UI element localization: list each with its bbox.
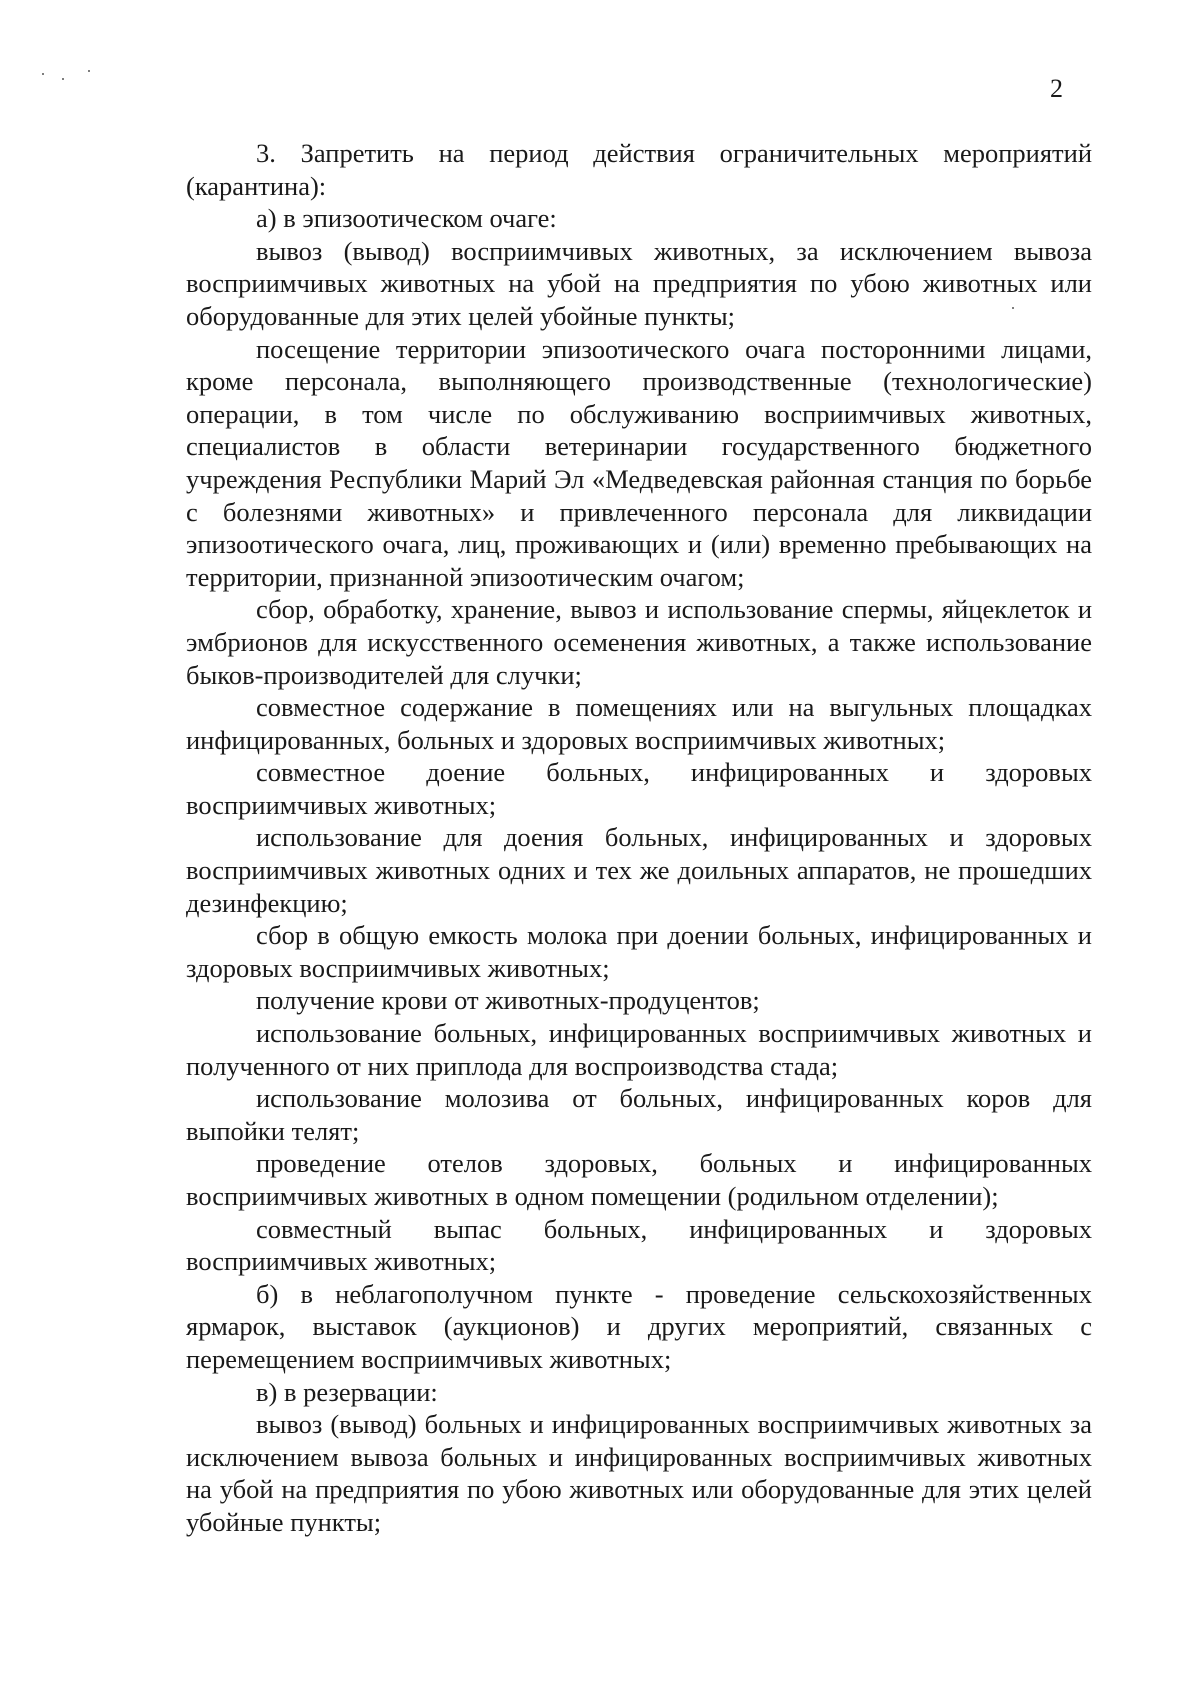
page-number: 2 [1050,74,1063,103]
paragraph-milking-apparatus: использование для доения больных, инфицированных и здоровых восприимчивых животных одних и тех же доильных аппаратов, не прошедших дезинфекцию; [186,822,1092,918]
paragraph-milk-collection: сбор в общую емкость молока при доении больных, инфицированных и здоровых восприимчивых животных; [186,920,1092,983]
document-body [186,137,1092,1539]
scan-artifact [42,73,44,75]
paragraph-visiting-territory: посещение территории эпизоотического очага посторонними лицами, кроме персонала, выполняющего производственные (технологические) операции, в том числе по обслуживанию восприимчивых животных, специалистов в области ветеринарии государственного бюджетного учреждения Республики Марий Эл «Медведевская районная станция по борьбе с болезнями животных» и привлеченного персонала для ликвидации эпизоотического очага, лиц, проживающих и (или) временно пребывающих на территории, признанной эпизоотическим очагом; [186,333,1092,592]
paragraph-subitem-v: в) в резервации: [256,1376,438,1407]
paragraph-joint-keeping: совместное содержание в помещениях или на выгульных площадках инфицированных, больных и здоровых восприимчивых животных; [186,692,1092,755]
paragraph-calving: проведение отелов здоровых, больных и инфицированных восприимчивых животных в одном помещении (родильном отделении); [186,1148,1092,1211]
paragraph-joint-grazing: совместный выпас больных, инфицированных и здоровых восприимчивых животных; [186,1213,1092,1277]
paragraph-reservation-export: вывоз (вывод) больных и инфицированных восприимчивых животных за исключением вывоза больных и инфицированных восприимчивых животных на убой на предприятия по убою животных или оборудованные для этих целей убойные пункты; [186,1409,1092,1537]
paragraph-item-3-heading: 3. Запретить на период действия ограничительных мероприятий (карантина): [186,138,1092,201]
paragraph-blood-collection: получение крови от животных-продуцентов; [256,985,760,1016]
scan-artifact [62,78,64,80]
paragraph-subitem-b: б) в неблагополучном пункте - проведение сельскохозяйственных ярмарок, выставок (аукционов) и других мероприятий, связанных с перемещением восприимчивых животных; [186,1278,1092,1374]
scan-artifact [88,70,90,72]
paragraph-joint-milking: совместное доение больных, инфицированных и здоровых восприимчивых животных; [186,757,1092,820]
paragraph-export-animals: вывоз (вывод) восприимчивых животных, за исключением вывоза восприимчивых животных на убой на предприятия по убою животных или оборудованные для этих целей убойные пункты; [186,235,1092,331]
paragraph-colostrum: использование молозива от больных, инфицированных коров для выпойки телят; [186,1083,1092,1146]
paragraph-reproduction: использование больных, инфицированных восприимчивых животных и полученного от них приплода для воспроизводства стада; [186,1018,1092,1081]
paragraph-subitem-a: а) в эпизоотическом очаге: [256,203,557,234]
paragraph-sperm-embryos: сбор, обработку, хранение, вывоз и использование спермы, яйцеклеток и эмбрионов для искусственного осеменения животных, а также использование быков-производителей для случки; [186,594,1092,690]
